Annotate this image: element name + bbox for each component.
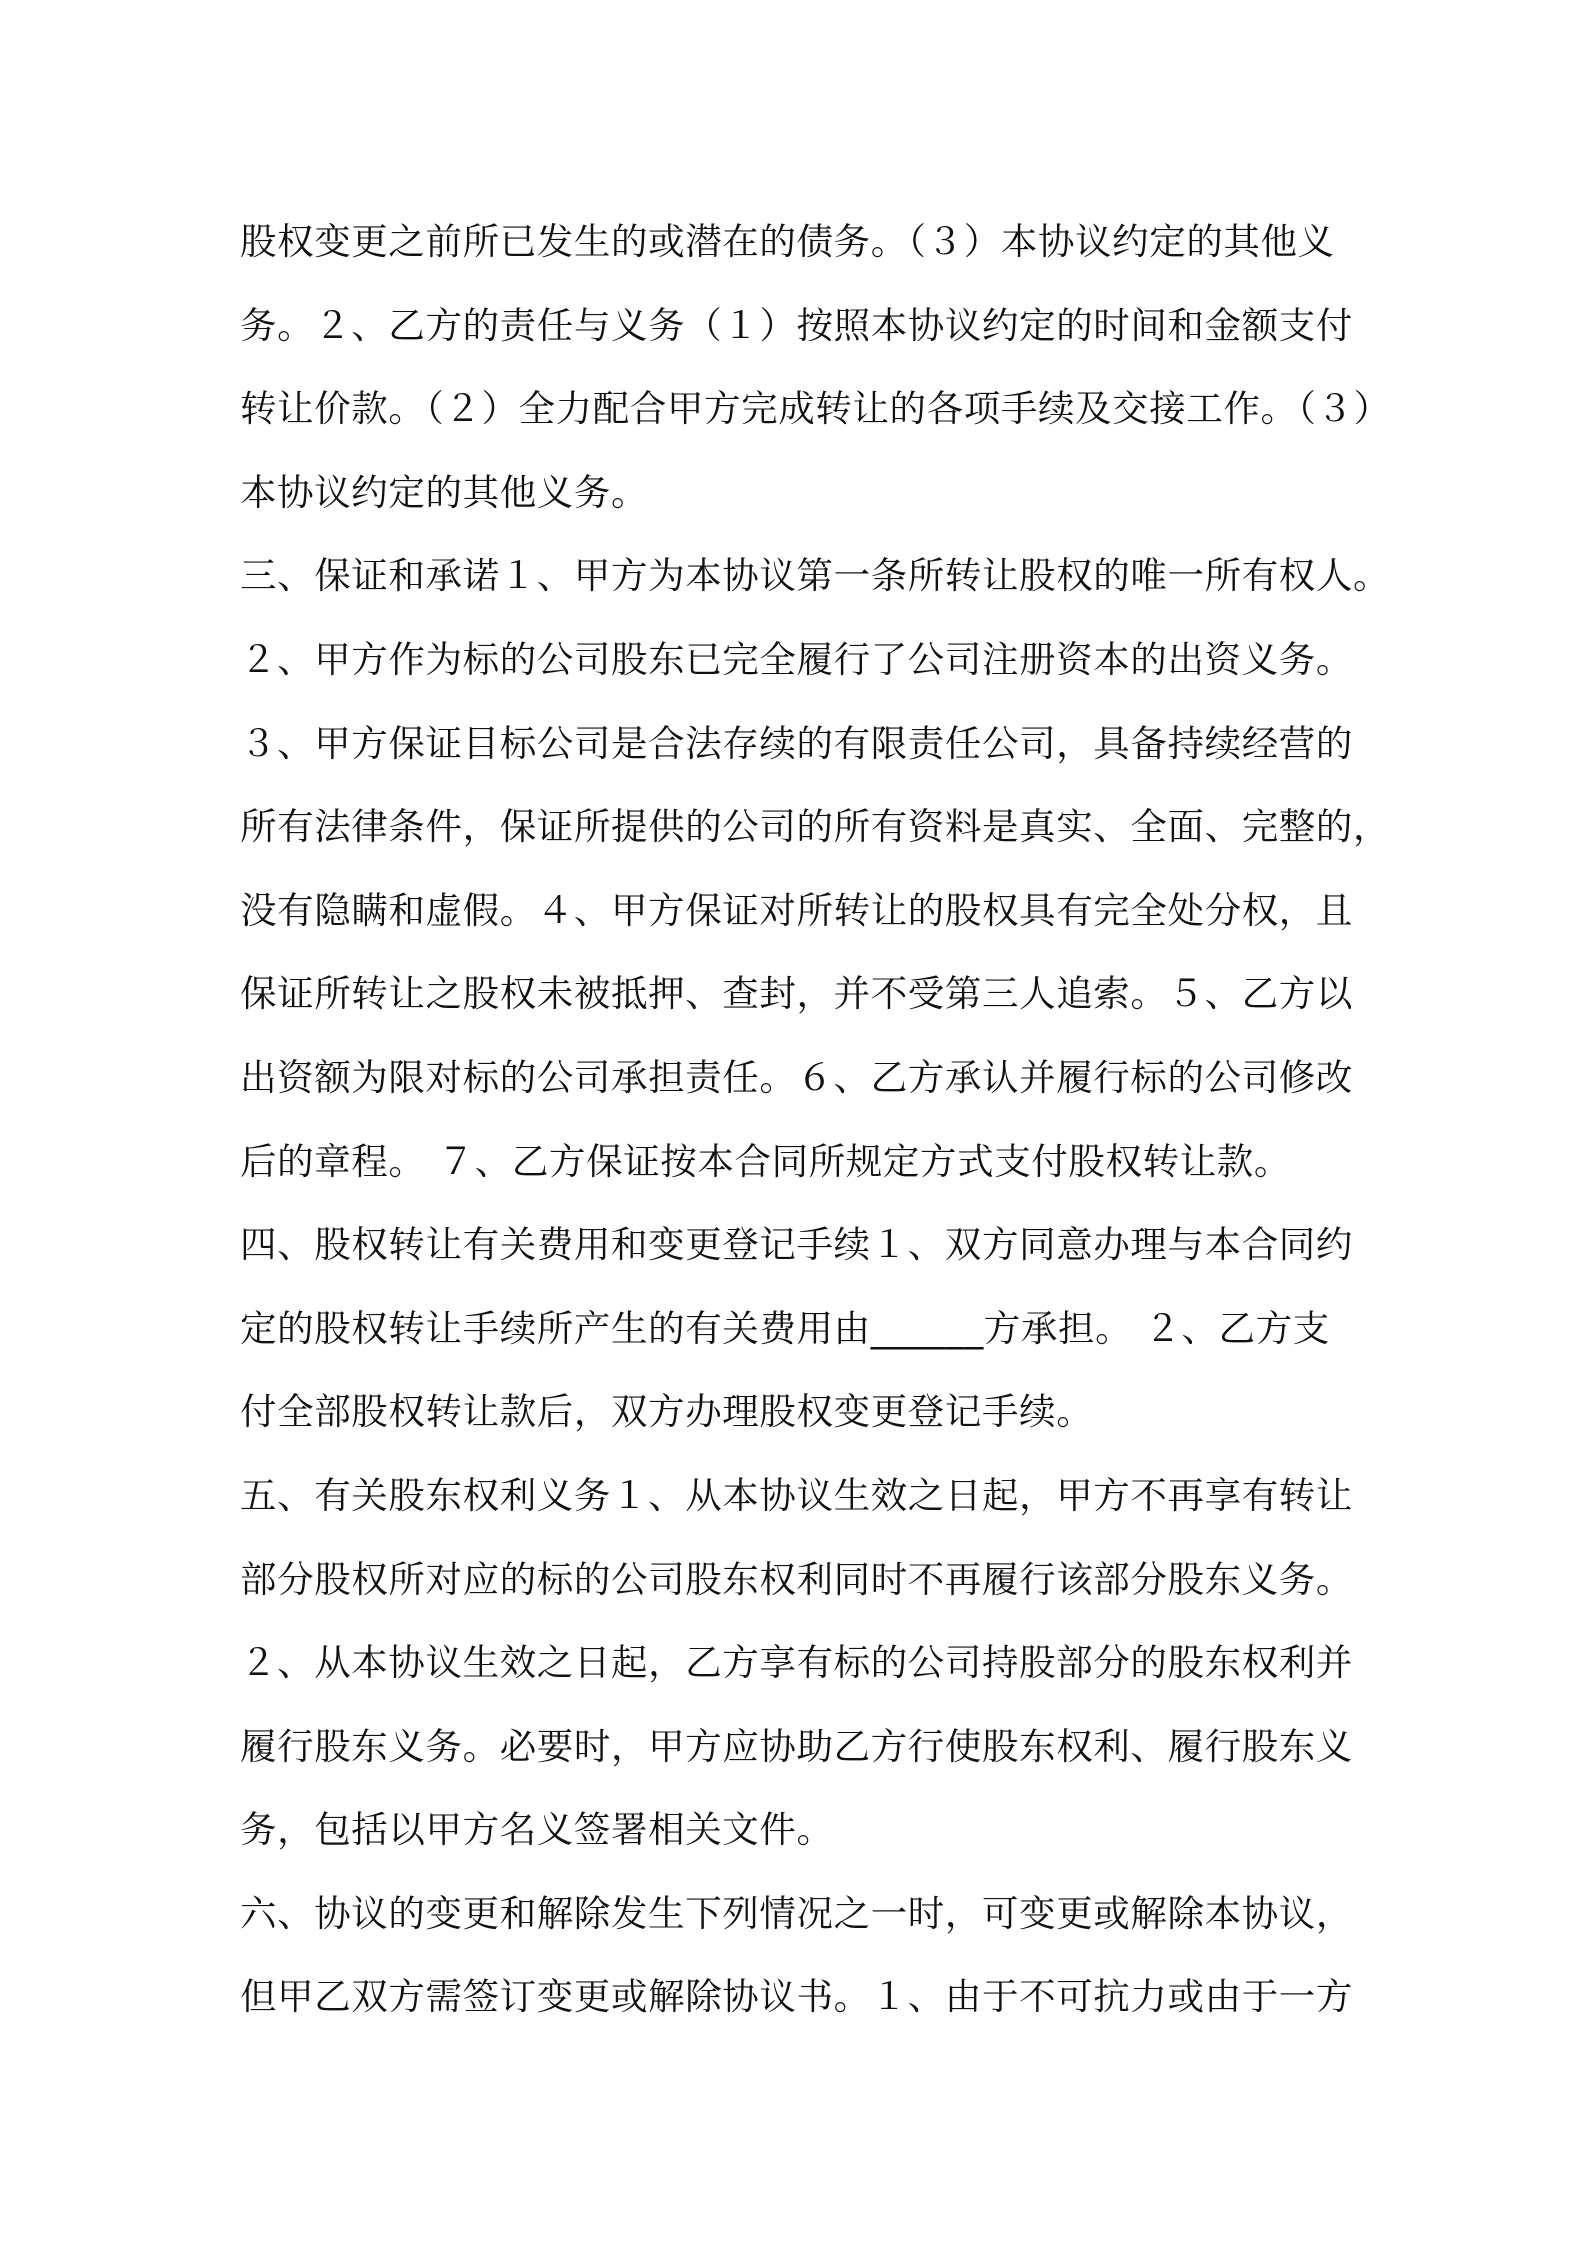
text-line: ２、甲方作为标的公司股东已完全履行了公司注册资本的出资义务。 [240,637,1353,681]
text-line: 务。２、乙方的责任与义务（１）按照本协议约定的时间和金额支付 [240,303,1353,347]
text-line: 定的股权转让手续所产生的有关费用由______方承担。 ２、乙方支 [240,1306,1330,1350]
text-line: 六、协议的变更和解除发生下列情况之一时，可变更或解除本协议， [240,1891,1353,1935]
text-line: 履行股东义务。必要时，甲方应协助乙方行使股东权利、履行股东义 [240,1724,1353,1768]
text-line: 三、保证和承诺１、甲方为本协议第一条所转让股权的唯一所有权人。 [240,554,1391,598]
text-line: ３、甲方保证目标公司是合法存续的有限责任公司，具备持续经营的 [240,721,1353,765]
text-line: 务，包括以甲方名义签署相关文件。 [240,1808,834,1852]
text-line: 转让价款。（２）全力配合甲方完成转让的各项手续及交接工作。（３） [240,387,1391,431]
text-line: 五、有关股东权利义务１、从本协议生效之日起，甲方不再享有转让 [240,1473,1353,1517]
text-line: 但甲乙双方需签订变更或解除协议书。１、由于不可抗力或由于一方 [240,1975,1353,2019]
text-line: 保证所转让之股权未被抵押、查封，并不受第三人追索。５、乙方以 [240,972,1353,1016]
text-line: ２、从本协议生效之日起，乙方享有标的公司持股部分的股东权利并 [240,1641,1353,1685]
text-line: 付全部股权转让款后，双方办理股权变更登记手续。 [240,1390,1094,1434]
text-line: 本协议约定的其他义务。 [240,470,649,514]
text-line: 四、股权转让有关费用和变更登记手续１、双方同意办理与本合同约 [240,1223,1353,1267]
text-line: 后的章程。 ７、乙方保证按本合同所规定方式支付股权转让款。 [240,1139,1292,1183]
text-line: 部分股权所对应的标的公司股东权利同时不再履行该部分股东义务。 [240,1557,1353,1601]
text-line: 股权变更之前所已发生的或潜在的债务。（３）本协议约定的其他义 [240,220,1335,263]
document-body [240,200,1391,2039]
text-line: 出资额为限对标的公司承担责任。６、乙方承认并履行标的公司修改 [240,1055,1353,1099]
text-line: 所有法律条件，保证所提供的公司的所有资料是真实、全面、完整的， [240,805,1391,849]
text-line: 没有隐瞒和虚假。４、甲方保证对所转让的股权具有完全处分权，且 [240,888,1353,932]
